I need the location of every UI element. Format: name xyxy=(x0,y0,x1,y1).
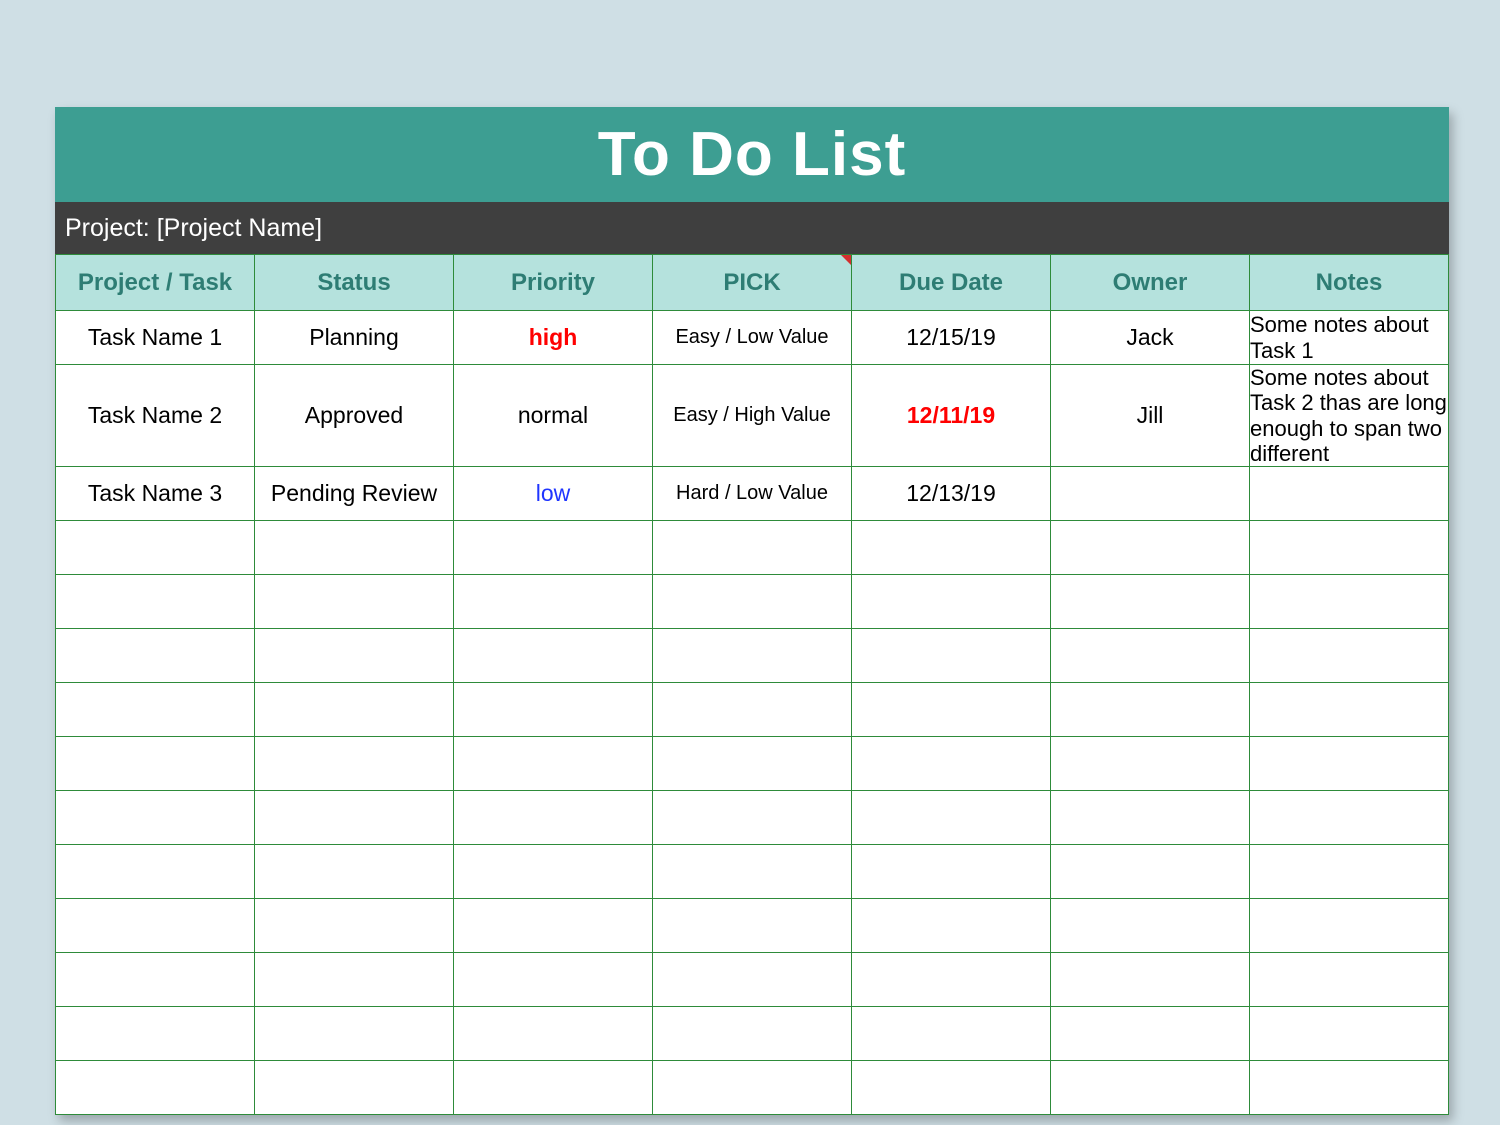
cell-owner[interactable]: Jill xyxy=(1051,365,1250,467)
cell-status[interactable] xyxy=(255,1007,454,1061)
cell-pick[interactable] xyxy=(653,629,852,683)
column-header-pick-label: PICK xyxy=(723,268,781,296)
cell-owner[interactable] xyxy=(1051,1061,1250,1115)
table-row[interactable] xyxy=(56,467,1449,521)
table-row-empty[interactable] xyxy=(56,791,1449,845)
cell-status[interactable] xyxy=(255,737,454,791)
cell-status[interactable]: Planning xyxy=(255,311,454,365)
cell-task[interactable] xyxy=(56,683,255,737)
cell-task[interactable] xyxy=(56,1061,255,1115)
table-row-empty[interactable] xyxy=(56,629,1449,683)
cell-owner[interactable]: Jack xyxy=(1051,311,1250,365)
cell-priority[interactable] xyxy=(454,953,653,1007)
cell-pick[interactable] xyxy=(653,1007,852,1061)
cell-owner[interactable] xyxy=(1051,629,1250,683)
cell-notes[interactable] xyxy=(1250,1061,1449,1115)
cell-priority[interactable] xyxy=(454,845,653,899)
cell-task[interactable] xyxy=(56,953,255,1007)
cell-notes[interactable] xyxy=(1250,737,1449,791)
table-row-empty[interactable] xyxy=(56,845,1449,899)
table-row-empty[interactable] xyxy=(56,1061,1449,1115)
cell-notes[interactable] xyxy=(1250,629,1449,683)
cell-due-date[interactable]: 12/11/19 xyxy=(852,365,1051,467)
cell-notes[interactable] xyxy=(1250,575,1449,629)
cell-pick[interactable]: Hard / Low Value xyxy=(653,467,852,521)
table-row-empty[interactable] xyxy=(56,575,1449,629)
table-row[interactable] xyxy=(56,365,1449,467)
cell-pick[interactable]: Easy / Low Value xyxy=(653,311,852,365)
table-row-empty[interactable] xyxy=(56,683,1449,737)
cell-priority[interactable]: normal xyxy=(454,365,653,467)
cell-task[interactable] xyxy=(56,629,255,683)
cell-due-date[interactable] xyxy=(852,845,1051,899)
cell-status[interactable] xyxy=(255,521,454,575)
cell-priority[interactable] xyxy=(454,737,653,791)
cell-due-date[interactable] xyxy=(852,521,1051,575)
cell-due-date[interactable] xyxy=(852,899,1051,953)
cell-owner[interactable] xyxy=(1051,737,1250,791)
cell-priority[interactable] xyxy=(454,629,653,683)
cell-owner[interactable] xyxy=(1051,521,1250,575)
todo-table xyxy=(55,254,1449,1115)
table-row-empty[interactable] xyxy=(56,953,1449,1007)
cell-pick[interactable]: Easy / High Value xyxy=(653,365,852,467)
table-row-empty[interactable] xyxy=(56,1007,1449,1061)
cell-due-date[interactable] xyxy=(852,737,1051,791)
cell-owner[interactable] xyxy=(1051,899,1250,953)
column-header-pick[interactable] xyxy=(653,255,852,311)
cell-status[interactable]: Pending Review xyxy=(255,467,454,521)
cell-notes[interactable] xyxy=(1250,899,1449,953)
cell-notes[interactable] xyxy=(1250,467,1449,521)
cell-pick[interactable] xyxy=(653,575,852,629)
cell-status[interactable]: Approved xyxy=(255,365,454,467)
cell-notes[interactable] xyxy=(1250,845,1449,899)
cell-task[interactable]: Task Name 2 xyxy=(56,365,255,467)
cell-notes[interactable] xyxy=(1250,791,1449,845)
cell-task[interactable] xyxy=(56,521,255,575)
cell-status[interactable] xyxy=(255,953,454,1007)
cell-task[interactable] xyxy=(56,575,255,629)
cell-task[interactable]: Task Name 3 xyxy=(56,467,255,521)
cell-owner[interactable] xyxy=(1051,791,1250,845)
table-row-empty[interactable] xyxy=(56,521,1449,575)
cell-priority[interactable] xyxy=(454,521,653,575)
cell-pick[interactable] xyxy=(653,791,852,845)
cell-due-date[interactable] xyxy=(852,1061,1051,1115)
cell-task[interactable] xyxy=(56,845,255,899)
cell-owner[interactable] xyxy=(1051,1007,1250,1061)
column-header-priority[interactable]: Priority xyxy=(454,255,653,311)
cell-pick[interactable] xyxy=(653,683,852,737)
cell-status[interactable] xyxy=(255,629,454,683)
cell-due-date[interactable] xyxy=(852,791,1051,845)
cell-pick[interactable] xyxy=(653,737,852,791)
cell-status[interactable] xyxy=(255,899,454,953)
cell-owner[interactable] xyxy=(1051,953,1250,1007)
cell-due-date[interactable] xyxy=(852,953,1051,1007)
header-row xyxy=(56,255,1449,311)
page-title: To Do List xyxy=(55,107,1449,202)
cell-priority[interactable] xyxy=(454,791,653,845)
cell-due-date[interactable]: 12/13/19 xyxy=(852,467,1051,521)
cell-owner[interactable] xyxy=(1051,575,1250,629)
cell-pick[interactable] xyxy=(653,1061,852,1115)
cell-status[interactable] xyxy=(255,845,454,899)
cell-pick[interactable] xyxy=(653,521,852,575)
column-header-owner[interactable]: Owner xyxy=(1051,255,1250,311)
cell-owner[interactable] xyxy=(1051,467,1250,521)
cell-notes[interactable]: Some notes about Task 2 thas are long enough to span two different xyxy=(1250,365,1447,466)
cell-notes[interactable] xyxy=(1250,953,1449,1007)
cell-task[interactable]: Task Name 1 xyxy=(56,311,255,365)
column-header-status[interactable]: Status xyxy=(255,255,454,311)
table-row[interactable] xyxy=(56,311,1449,365)
cell-priority[interactable]: low xyxy=(454,467,653,521)
cell-status[interactable] xyxy=(255,791,454,845)
cell-pick[interactable] xyxy=(653,953,852,1007)
table-header xyxy=(56,255,1449,311)
cell-priority[interactable] xyxy=(454,575,653,629)
cell-task[interactable] xyxy=(56,899,255,953)
cell-owner[interactable] xyxy=(1051,683,1250,737)
cell-task[interactable] xyxy=(56,737,255,791)
cell-priority[interactable] xyxy=(454,899,653,953)
table-row-empty[interactable] xyxy=(56,737,1449,791)
cell-notes[interactable] xyxy=(1250,521,1449,575)
cell-pick[interactable] xyxy=(653,845,852,899)
cell-task[interactable] xyxy=(56,791,255,845)
cell-task[interactable] xyxy=(56,1007,255,1061)
cell-priority[interactable] xyxy=(454,683,653,737)
cell-due-date[interactable] xyxy=(852,575,1051,629)
cell-notes[interactable] xyxy=(1250,1007,1449,1061)
column-header-project-task[interactable]: Project / Task xyxy=(56,255,255,311)
table-body xyxy=(56,311,1449,1115)
cell-pick[interactable] xyxy=(653,899,852,953)
cell-due-date[interactable]: 12/15/19 xyxy=(852,311,1051,365)
column-header-notes[interactable]: Notes xyxy=(1250,255,1449,311)
todo-list-sheet xyxy=(55,107,1449,1115)
cell-notes[interactable] xyxy=(1250,683,1449,737)
table-row-empty[interactable] xyxy=(56,899,1449,953)
cell-status[interactable] xyxy=(255,1061,454,1115)
cell-priority[interactable] xyxy=(454,1061,653,1115)
cell-status[interactable] xyxy=(255,683,454,737)
comment-marker-icon xyxy=(841,255,851,265)
cell-status[interactable] xyxy=(255,575,454,629)
cell-priority[interactable]: high xyxy=(454,311,653,365)
project-name-field[interactable]: Project: [Project Name] xyxy=(55,202,1449,254)
column-header-due-date[interactable]: Due Date xyxy=(852,255,1051,311)
cell-due-date[interactable] xyxy=(852,1007,1051,1061)
cell-notes[interactable]: Some notes about Task 1 xyxy=(1250,311,1449,365)
cell-owner[interactable] xyxy=(1051,845,1250,899)
cell-due-date[interactable] xyxy=(852,683,1051,737)
cell-due-date[interactable] xyxy=(852,629,1051,683)
cell-priority[interactable] xyxy=(454,1007,653,1061)
